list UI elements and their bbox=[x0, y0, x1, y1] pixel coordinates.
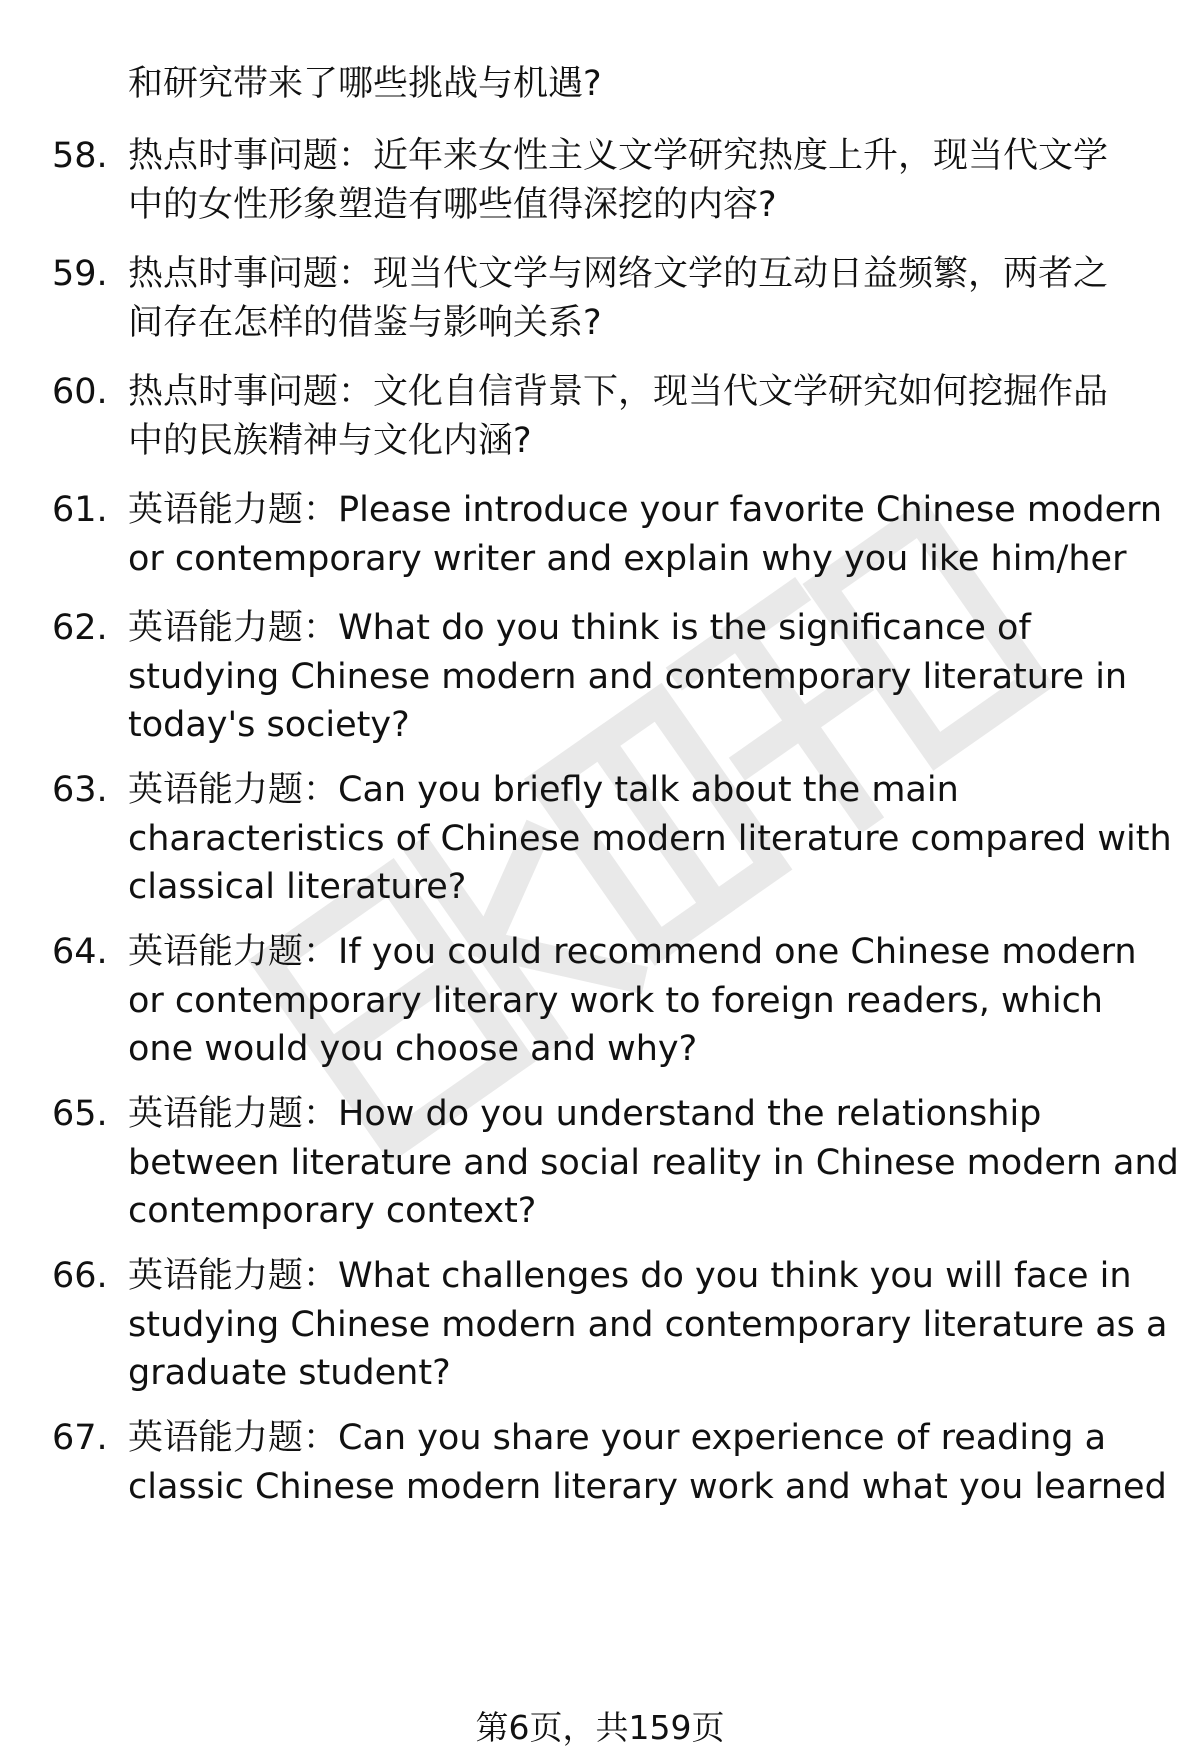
question-text-line: or contemporary writer and explain why you like him/her bbox=[128, 538, 1127, 579]
question-text-line: 中的民族精神与文化内涵? bbox=[128, 420, 532, 461]
question-text bbox=[128, 1090, 1188, 1236]
question-text-line: 中的女性形象塑造有哪些值得深挖的内容? bbox=[128, 184, 777, 225]
question-text bbox=[128, 766, 1188, 912]
question-text-line: studying Chinese modern and contemporary literature in bbox=[128, 656, 1128, 697]
question-text-line: classical literature? bbox=[128, 867, 467, 907]
question-text-line: 英语能力题：Please introduce your favorite Chinese modern bbox=[128, 490, 1163, 530]
question-text-line: today's society? bbox=[128, 705, 410, 745]
question-number: 62. bbox=[52, 608, 108, 648]
question-number: 61. bbox=[52, 490, 108, 530]
question-text-line: 热点时事问题：文化自信背景下，现当代文学研究如何挖掘作品 bbox=[128, 372, 1109, 412]
question-number: 60. bbox=[52, 372, 108, 412]
continuation-line: 和研究带来了哪些挑战与机遇? bbox=[128, 64, 602, 104]
question-text-line: characteristics of Chinese modern literature compared with bbox=[128, 818, 1172, 859]
question-text-line: 英语能力题：Can you share your experience of reading a bbox=[128, 1418, 1107, 1458]
question-text bbox=[128, 250, 1188, 347]
question-text bbox=[128, 1252, 1188, 1398]
question-text bbox=[128, 1414, 1188, 1511]
question-number: 65. bbox=[52, 1094, 108, 1134]
question-text-line: studying Chinese modern and contemporary literature as a bbox=[128, 1304, 1168, 1345]
question-number: 59. bbox=[52, 254, 108, 294]
question-text bbox=[128, 368, 1188, 465]
question-text-line: 英语能力题：If you could recommend one Chinese modern bbox=[128, 932, 1137, 972]
question-text-line: 英语能力题：What do you think is the significance of bbox=[128, 608, 1031, 648]
page-number-footer: 第6页，共159页 bbox=[475, 1708, 725, 1747]
question-text-line: contemporary context? bbox=[128, 1191, 537, 1231]
question-number: 58. bbox=[52, 136, 108, 176]
question-text bbox=[128, 132, 1188, 229]
question-text-line: 英语能力题：What challenges do you think you will face in bbox=[128, 1256, 1132, 1296]
question-text-line: 热点时事问题：近年来女性主义文学研究热度上升，现当代文学 bbox=[128, 136, 1109, 176]
question-number: 66. bbox=[52, 1256, 108, 1296]
question-text bbox=[128, 486, 1188, 583]
question-number: 64. bbox=[52, 932, 108, 972]
question-text bbox=[128, 928, 1188, 1074]
question-text-line: 间存在怎样的借鉴与影响关系? bbox=[128, 302, 602, 343]
question-number: 63. bbox=[52, 770, 108, 810]
question-text-line: 英语能力题：Can you briefly talk about the main bbox=[128, 770, 959, 810]
question-text-line: between literature and social reality in Chinese modern and bbox=[128, 1142, 1179, 1183]
question-text-line: graduate student? bbox=[128, 1353, 451, 1393]
question-text-line: classic Chinese modern literary work and what you learned bbox=[128, 1466, 1167, 1507]
question-number: 67. bbox=[52, 1418, 108, 1458]
question-text bbox=[128, 604, 1188, 750]
question-text-line: 热点时事问题：现当代文学与网络文学的互动日益频繁，两者之 bbox=[128, 254, 1109, 294]
question-text-line: one would you choose and why? bbox=[128, 1029, 698, 1069]
question-text-line: 英语能力题：How do you understand the relationship bbox=[128, 1094, 1042, 1134]
question-text-line: or contemporary literary work to foreign readers, which bbox=[128, 980, 1103, 1021]
